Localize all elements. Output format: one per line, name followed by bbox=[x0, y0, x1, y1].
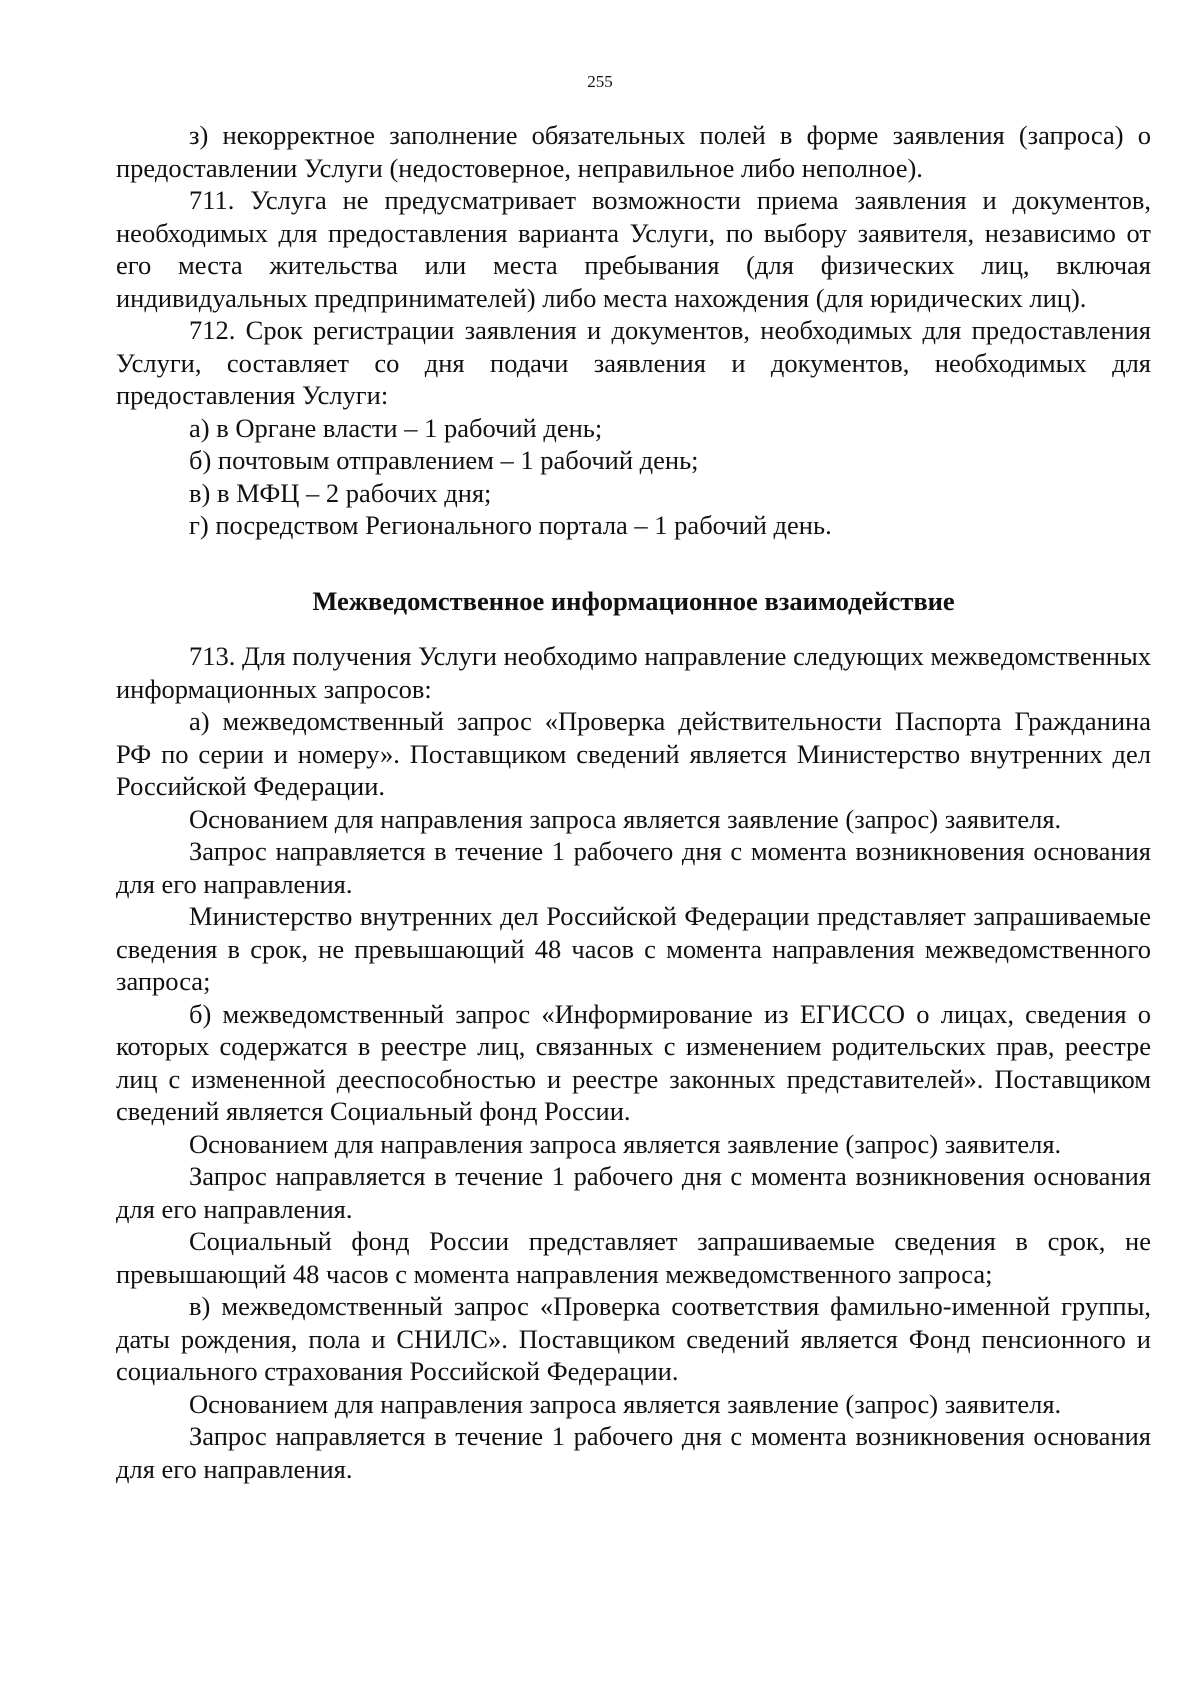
document-body bbox=[116, 119, 1151, 1485]
request-v-timing: Запрос направляется в течение 1 рабочего дня с момента возникновения основания для его направления. bbox=[116, 1421, 1151, 1484]
request-a-response: Министерство внутренних дел Российской Федерации представляет запрашиваемые сведения в срок, не превышающий 48 часов с момента направления межведомственного запроса; bbox=[116, 901, 1151, 996]
paragraph-item-z: з) некорректное заполнение обязательных полей в форме заявления (запроса) о предоставлении Услуги (недостоверное, неправильное либо неполное). bbox=[116, 120, 1151, 183]
list-item-b: б) почтовым отправлением – 1 рабочий день; bbox=[189, 445, 699, 475]
request-b-response: Социальный фонд России представляет запрашиваемые сведения в срок, не превышающий 48 часов с момента направления межведомственного запроса; bbox=[116, 1226, 1151, 1289]
request-a-basis: Основанием для направления запроса является заявление (запрос) заявителя. bbox=[189, 803, 1062, 834]
page-number: 255 bbox=[587, 72, 613, 91]
request-b-basis: Основанием для направления запроса является заявление (запрос) заявителя. bbox=[189, 1128, 1062, 1159]
request-item-b: б) межведомственный запрос «Информирование из ЕГИССО о лицах, сведения о которых содержатся в реестре лиц, связанных с изменением родительских прав, реестре лиц с измененной дееспособностью и реестре законных представителей». Поставщиком сведений является Социальный фонд России. bbox=[116, 998, 1151, 1126]
list-item-v: в) в МФЦ – 2 рабочих дня; bbox=[189, 477, 492, 508]
request-a-timing: Запрос направляется в течение 1 рабочего дня с момента возникновения основания для его направления. bbox=[116, 836, 1151, 899]
request-v-basis: Основанием для направления запроса является заявление (запрос) заявителя. bbox=[189, 1388, 1062, 1419]
list-item-a: а) в Органе власти – 1 рабочий день; bbox=[189, 412, 603, 443]
paragraph-713: 713. Для получения Услуги необходимо направление следующих межведомственных информационных запросов: bbox=[116, 641, 1151, 704]
request-item-v: в) межведомственный запрос «Проверка соответствия фамильно-именной группы, даты рождения, пола и СНИЛС». Поставщиком сведений является Фонд пенсионного и социального страхования Российской Федерации. bbox=[116, 1291, 1151, 1386]
request-b-timing: Запрос направляется в течение 1 рабочего дня с момента возникновения основания для его направления. bbox=[116, 1161, 1151, 1224]
list-item-g: г) посредством Регионального портала – 1 рабочий день. bbox=[189, 510, 832, 540]
section-heading: Межведомственное информационное взаимодействие bbox=[312, 585, 955, 616]
paragraph-711: 711. Услуга не предусматривает возможности приема заявления и документов, необходимых для предоставления варианта Услуги, по выбору заявителя, независимо от его места жительства или места пребывания (для физических лиц, включая индивидуальных предпринимателей) либо места нахождения (для юридических лиц). bbox=[116, 185, 1151, 313]
request-item-a: а) межведомственный запрос «Проверка действительности Паспорта Гражданина РФ по серии и номеру». Поставщиком сведений является Министерство внутренних дел Российской Федерации. bbox=[116, 706, 1151, 801]
paragraph-712: 712. Срок регистрации заявления и документов, необходимых для предоставления Услуги, составляет со дня подачи заявления и документов, необходимых для предоставления Услуги: bbox=[116, 315, 1151, 410]
